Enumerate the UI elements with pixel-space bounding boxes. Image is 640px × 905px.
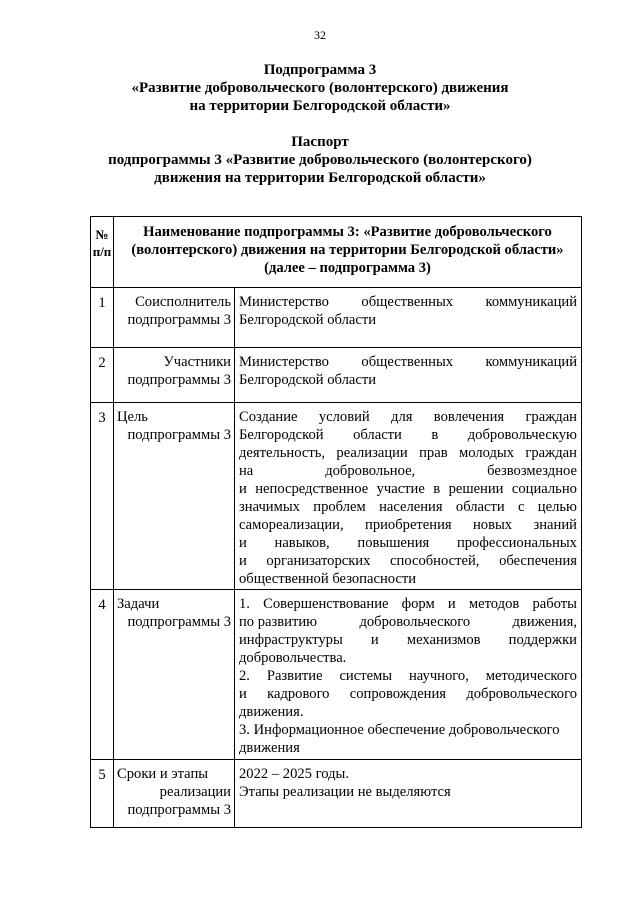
table-row — [91, 348, 582, 403]
word: повышения — [357, 535, 430, 551]
word: методического — [485, 668, 577, 684]
row-label — [114, 348, 235, 403]
row-value-line: Белгородской области — [239, 312, 377, 328]
subprogram-heading — [0, 61, 640, 115]
subprogram-heading-line: «Развитие добровольческого (волонтерского) движения — [131, 80, 509, 96]
row-label — [114, 403, 235, 590]
row-label — [114, 760, 235, 828]
header-title-cell — [114, 217, 582, 288]
row-label-line: подпрограммы 3 — [127, 312, 231, 328]
word: Министерство — [239, 354, 329, 370]
word: и — [239, 553, 247, 569]
word: целью — [537, 499, 577, 515]
row-label-line: подпрограммы 3 — [127, 427, 231, 443]
row-num: 4 — [91, 590, 114, 760]
row-value — [235, 403, 582, 590]
row-num: 1 — [91, 288, 114, 348]
row-value-line — [239, 552, 577, 570]
word: сопровождения — [349, 686, 447, 702]
row-label-line: Сроки и этапы — [117, 766, 209, 782]
page-number: 32 — [314, 28, 326, 42]
row-value-line: 3. Информационное обеспечение добровольческого — [239, 722, 560, 738]
passport-heading-line: Паспорт — [291, 134, 349, 150]
row-value-line — [239, 444, 577, 462]
row-value-line: добровольчества. — [239, 650, 347, 666]
word: Развитие — [266, 668, 323, 684]
row-label-line: подпрограммы 3 — [127, 614, 231, 630]
row-value-line — [239, 462, 577, 480]
row-label-line: подпрограммы 3 — [127, 372, 231, 388]
word: в — [433, 481, 441, 497]
row-value-line — [239, 516, 577, 534]
word: прав — [419, 445, 448, 461]
word: на — [239, 463, 254, 479]
row-label — [114, 288, 235, 348]
word: граждан — [525, 409, 577, 425]
word: добровольческую — [467, 427, 577, 443]
word: проблем — [313, 499, 366, 515]
word: инфраструктуры — [239, 632, 343, 648]
row-value-line — [239, 631, 577, 649]
word: форм — [401, 596, 435, 612]
row-value-line: Белгородской области — [239, 372, 377, 388]
row-label-line: Задачи — [117, 596, 160, 612]
passport-table — [90, 216, 582, 828]
word: и — [370, 632, 379, 648]
row-value-line — [239, 480, 577, 498]
word: знаний — [533, 517, 577, 533]
row-num: 5 — [91, 760, 114, 828]
row-num: 2 — [91, 348, 114, 403]
word: участие — [376, 481, 425, 497]
word: коммуникаций — [485, 354, 577, 370]
word: системы — [339, 668, 393, 684]
word: 1. — [239, 596, 250, 612]
row-label-line: реализации — [159, 784, 231, 800]
word: способностей, — [390, 553, 480, 569]
header-num: п/п — [92, 244, 112, 259]
row-label-line: Цель — [117, 409, 148, 425]
row-label-line: Участники — [163, 354, 231, 370]
word: поддержки — [508, 632, 577, 648]
row-num: 3 — [91, 403, 114, 590]
row-value-line: 2022 – 2025 годы. — [239, 766, 349, 782]
word: методов — [468, 596, 520, 612]
word: обеспечения — [499, 553, 577, 569]
row-value-line — [239, 408, 577, 426]
row-value-line — [239, 595, 577, 613]
word: вовлечения — [433, 409, 505, 425]
row-value — [235, 348, 582, 403]
table-header-row — [91, 217, 582, 288]
header-num-cell — [91, 217, 114, 288]
row-label-line: подпрограммы 3 — [127, 802, 231, 818]
word: социально — [511, 481, 577, 497]
word: условий — [318, 409, 370, 425]
header-title-line: (волонтерского) движения на территории Белгородской области» — [131, 242, 564, 258]
subprogram-heading-line: Подпрограмма 3 — [263, 62, 377, 78]
row-value-line: движения. — [239, 704, 304, 720]
word: общественных — [361, 294, 454, 310]
word: реализации — [336, 445, 408, 461]
row-value-line — [239, 426, 577, 444]
word: профессиональных — [456, 535, 577, 551]
row-value-line: Этапы реализации не выделяются — [239, 784, 451, 800]
row-value-line — [239, 534, 577, 552]
table-row — [91, 403, 582, 590]
word: решении — [448, 481, 504, 497]
row-value-line — [239, 293, 577, 311]
row-value-line — [239, 613, 577, 631]
word: добровольческого — [359, 614, 471, 630]
row-value-line — [239, 498, 577, 516]
word: работы — [532, 596, 577, 612]
word: области — [353, 427, 402, 443]
word: добровольное, — [325, 463, 416, 479]
passport-heading-line: движения на территории Белгородской области» — [154, 170, 486, 186]
word: граждан — [525, 445, 577, 461]
word: населения — [379, 499, 443, 515]
table-row — [91, 760, 582, 828]
header-num: № — [95, 227, 109, 242]
word: кадрового — [267, 686, 330, 702]
word: новых — [473, 517, 513, 533]
header-title-line: (далее – подпрограмма 3) — [264, 260, 431, 276]
word: и — [239, 686, 247, 702]
table-row — [91, 590, 582, 760]
word: с — [518, 499, 525, 515]
word: области — [455, 499, 505, 515]
table-row — [91, 288, 582, 348]
row-value-line: общественной безопасности — [239, 571, 417, 587]
word: добровольческого — [466, 686, 577, 702]
word: механизмов — [406, 632, 481, 648]
word: молодых — [458, 445, 515, 461]
word: непосредственное — [255, 481, 369, 497]
word: навыков, — [274, 535, 330, 551]
row-value-line — [239, 353, 577, 371]
row-value-line — [239, 667, 577, 685]
word: и — [447, 596, 456, 612]
word: самореализации, — [239, 517, 344, 533]
row-value-line: движения — [239, 740, 300, 756]
subprogram-heading-line: на территории Белгородской области» — [189, 98, 451, 114]
word: в — [431, 427, 439, 443]
row-label-line: Соисполнитель — [135, 294, 231, 310]
word: безвозмездное — [487, 463, 577, 479]
word: деятельность, — [239, 445, 326, 461]
word: 2. — [239, 668, 250, 684]
word: по развитию — [239, 614, 318, 630]
word: и — [239, 481, 247, 497]
word: коммуникаций — [485, 294, 577, 310]
word: Министерство — [239, 294, 329, 310]
word: для — [391, 409, 413, 425]
word: организаторских — [266, 553, 371, 569]
word: Белгородской — [239, 427, 324, 443]
word: общественных — [361, 354, 454, 370]
row-label — [114, 590, 235, 760]
header-title-line: Наименование подпрограммы 3: «Развитие добровольческого — [143, 224, 552, 240]
word: Совершенствование — [263, 596, 389, 612]
word: и — [239, 535, 247, 551]
word: научного, — [408, 668, 469, 684]
row-value — [235, 590, 582, 760]
row-value — [235, 760, 582, 828]
row-value — [235, 288, 582, 348]
word: приобретения — [365, 517, 452, 533]
word: значимых — [239, 499, 300, 515]
row-value-line — [239, 685, 577, 703]
word: Создание — [239, 409, 298, 425]
passport-heading — [0, 133, 640, 187]
passport-heading-line: подпрограммы 3 «Развитие добровольческого (волонтерского) — [108, 152, 532, 168]
word: движения, — [512, 614, 577, 630]
